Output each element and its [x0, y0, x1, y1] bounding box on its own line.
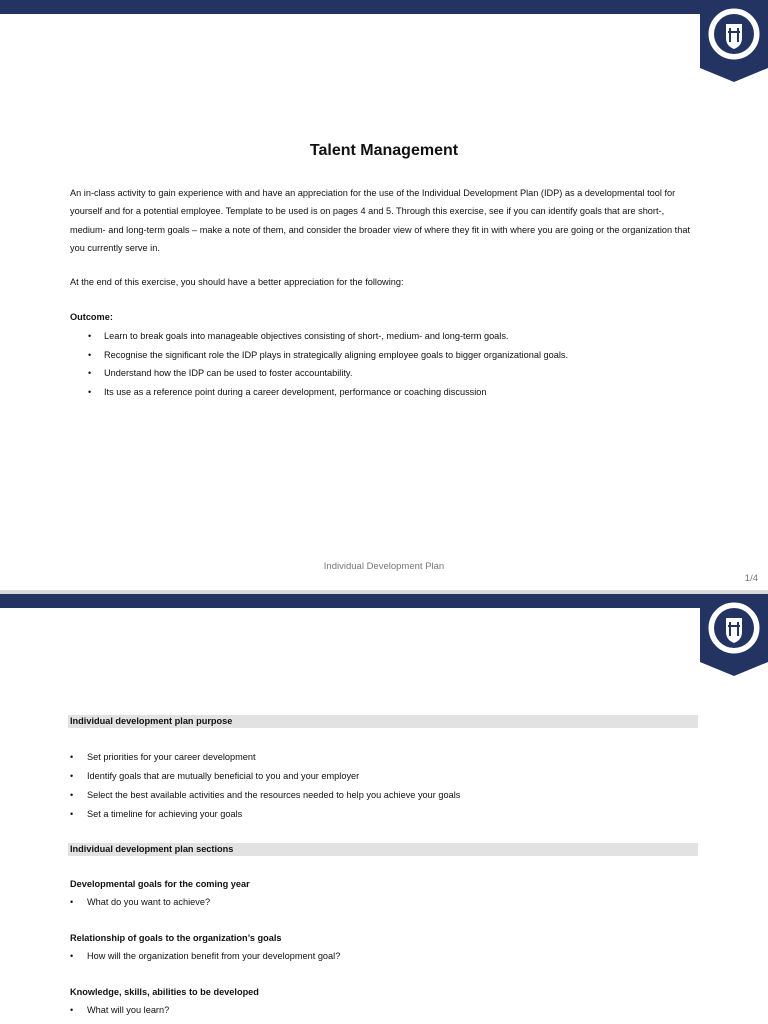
list-item: • Set a timeline for achieving your goals	[70, 805, 690, 824]
bullet-icon: •	[70, 790, 74, 800]
subsection-list	[70, 893, 690, 912]
list-item: • Its use as a reference point during a career development, performance or coaching discussion	[88, 383, 698, 402]
subsection-heading: Developmental goals for the coming year	[70, 879, 250, 889]
list-item: • How will the organization benefit from your development goal?	[70, 947, 690, 966]
list-item: • Select the best available activities and the resources needed to help you achieve your goals	[70, 786, 690, 805]
bullet-icon: •	[70, 951, 74, 961]
section-heading-sections: Individual development plan sections	[68, 843, 698, 856]
page-number: 1/4	[744, 573, 758, 584]
bullet-icon: •	[70, 1005, 74, 1015]
subsection-list	[70, 947, 690, 966]
header-band	[0, 0, 768, 14]
list-item: • What do you want to achieve?	[70, 893, 690, 912]
bullet-icon: •	[70, 809, 74, 819]
list-item: • Set priorities for your career development	[70, 748, 690, 767]
list-item: • Identify goals that are mutually beneficial to you and your employer	[70, 767, 690, 786]
bullet-icon: •	[70, 752, 74, 762]
subsection-heading: Relationship of goals to the organization’s goals	[70, 933, 282, 943]
bullet-icon: •	[88, 331, 92, 341]
document-page-2	[0, 594, 768, 1024]
header-band	[0, 594, 768, 608]
intro-paragraph: An in-class activity to gain experience with and have an appreciation for the use of the Individual Development Plan (IDP) as a developmental tool for yourself and for a potential employee. Template to be used is on pages 4 and 5. Through this exercise, see if you can identify goals that are short-, medium- and long-term goals – make a note of them, and consider the broader view of where they fit in with where you are going or the organization that you currently serve in.	[70, 188, 690, 253]
bullet-icon: •	[70, 897, 74, 907]
school-crest-logo	[700, 0, 768, 82]
page-footer: Individual Development Plan	[323, 561, 445, 572]
list-item: • What will you learn?	[70, 1001, 690, 1020]
appreciation-paragraph: At the end of this exercise, you should have a better appreciation for the following:	[70, 277, 404, 287]
subsection-heading: Knowledge, skills, abilities to be developed	[70, 987, 259, 997]
bullet-icon: •	[88, 368, 92, 378]
outcome-list	[88, 327, 698, 401]
section-heading-purpose: Individual development plan purpose	[68, 715, 698, 728]
school-crest-logo	[700, 594, 768, 676]
list-item: • Understand how the IDP can be used to foster accountability.	[88, 364, 698, 383]
subsection-list	[70, 1001, 690, 1020]
bullet-icon: •	[88, 349, 92, 360]
bullet-icon: •	[70, 771, 74, 781]
bullet-icon: •	[88, 386, 92, 397]
document-title: Talent Management	[309, 142, 459, 159]
outcome-heading: Outcome:	[70, 312, 113, 322]
list-item: • Learn to break goals into manageable objectives consisting of short-, medium- and long-term goals.	[88, 327, 698, 346]
purpose-list	[70, 748, 690, 824]
list-item: • Recognise the significant role the IDP plays in strategically aligning employee goals to bigger organizational goals.	[88, 346, 698, 365]
